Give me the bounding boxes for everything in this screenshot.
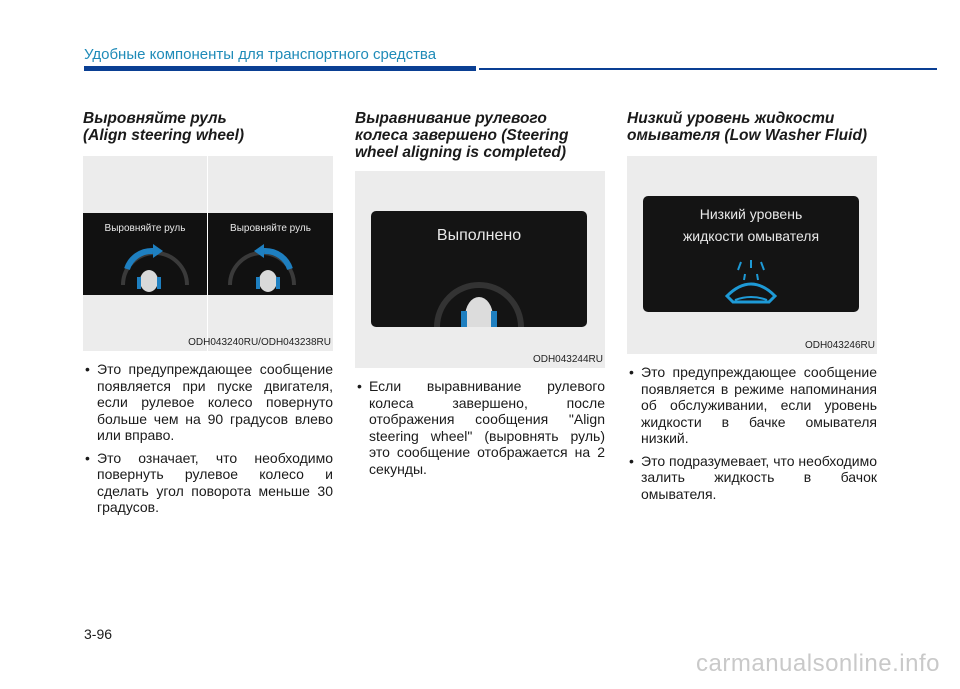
steering-centered-icon [371,211,587,327]
steering-turn-icon [208,213,333,295]
column-steering-aligned [355,110,605,483]
column-align-steering [83,110,333,522]
page-number: 3-96 [84,626,113,642]
heading-line: колеса завершено (Steering [355,127,569,144]
figure-align-steering [83,156,333,351]
heading-line: Низкий уровень жидкости [627,110,835,127]
figure-steering-aligned [355,171,605,368]
figure-code: ODH043240RU/ODH043238RU [188,337,331,348]
section-heading [627,110,877,144]
steering-turn-icon [83,213,207,295]
list-item: • Это предупреждающее сообщение появляется в режиме напоминания об обслуживании, если уровень жидкости в бачке омывателя низкий. [627,364,877,447]
bullet-list [627,364,877,502]
heading-line: Выровняйте руль [83,110,227,127]
bullet-list [355,378,605,477]
list-item: • Если выравнивание рулевого колеса завершено, после отображения сообщения "Align steering wheel" (выровнять руль) это сообщение отображается на 2 секунды. [355,378,605,477]
list-item: • Это означает, что необходимо повернуть рулевое колесо и сделать угол поворота меньше 30 градусов. [83,450,333,516]
list-item: • Это предупреждающее сообщение появляется при пуске двигателя, если рулевое колесо повернуто больше чем на 90 градусов влево или вправо. [83,361,333,444]
figure-code: ODH043244RU [532,354,603,365]
screen-message-line: жидкости омывателя [682,228,820,244]
figure-code: ODH043246RU [804,340,875,351]
screen-message: Выровняйте руль [230,223,311,234]
bullet-list [83,361,333,516]
section-heading [83,110,333,144]
section-header-title: Удобные компоненты для транспортного средства [84,46,437,63]
washer-fluid-icon [643,196,859,312]
cluster-screen [371,211,587,327]
heading-line: Выравнивание рулевого [355,110,547,127]
screen-message: Выровняйте руль [104,223,186,234]
header-bar-thin [479,68,937,70]
section-heading [355,110,605,161]
screen-message: Выполнено [436,227,522,244]
column-low-washer-fluid [627,110,877,508]
cluster-screen [643,196,859,312]
cluster-screen-left [83,213,207,295]
cluster-screen-right [208,213,333,295]
figure-low-washer-fluid [627,156,877,354]
screen-message-line: Низкий уровень [699,206,803,222]
header-bar-thick [84,66,476,71]
heading-line: (Align steering wheel) [83,127,245,144]
heading-line: омывателя (Low Washer Fluid) [627,127,868,144]
watermark: carmanualsonline.info [696,650,940,677]
heading-line: wheel aligning is completed) [355,144,567,161]
list-item: • Это подразумевает, что необходимо залить жидкость в бачок омывателя. [627,453,877,503]
